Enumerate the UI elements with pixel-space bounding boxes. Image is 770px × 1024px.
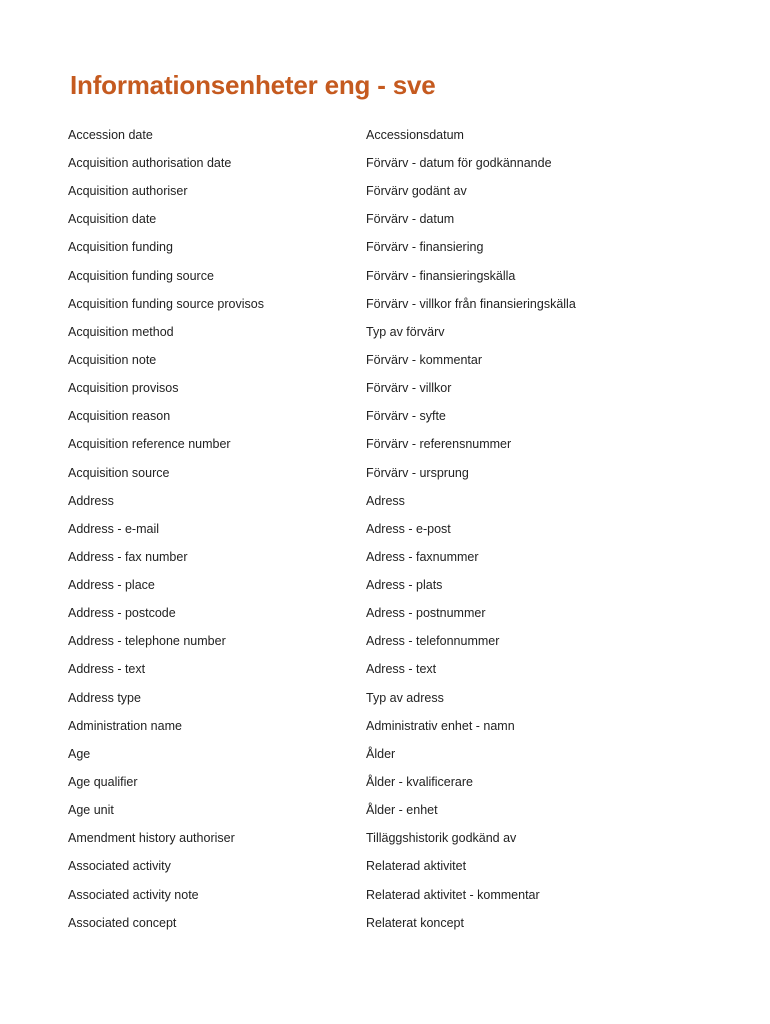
term-swedish: Adress - faxnummer [366, 549, 479, 564]
term-english: Address - e-mail [68, 521, 159, 536]
term-english: Acquisition authorisation date [68, 155, 232, 170]
term-english: Address - postcode [68, 606, 176, 621]
term-row [68, 712, 728, 740]
term-english: Acquisition note [68, 352, 157, 367]
term-swedish: Förvärv - datum [366, 212, 455, 227]
term-english: Acquisition authoriser [68, 184, 188, 199]
term-swedish: Ålder - enhet [366, 803, 438, 818]
term-row [68, 825, 728, 853]
term-row [68, 346, 728, 374]
term-swedish: Tilläggshistorik godkänd av [366, 831, 517, 846]
term-english: Age unit [68, 803, 114, 818]
page-title: Informationsenheter eng - sve [70, 70, 436, 100]
term-english: Age qualifier [68, 775, 138, 790]
term-english: Associated concept [68, 915, 177, 930]
term-swedish: Förvärv - kommentar [366, 352, 482, 367]
term-row [68, 628, 728, 656]
term-swedish: Adress - e-post [366, 521, 451, 536]
term-row [68, 487, 728, 515]
term-english: Address type [68, 690, 141, 705]
term-swedish: Adress - postnummer [366, 606, 486, 621]
term-row [68, 543, 728, 571]
term-swedish: Adress [366, 493, 405, 508]
term-row [68, 656, 728, 684]
term-english: Address - text [68, 662, 146, 677]
term-swedish: Förvärv - referensnummer [366, 437, 512, 452]
term-english: Administration name [68, 718, 182, 733]
term-english: Address - place [68, 578, 155, 593]
term-english: Associated activity note [68, 887, 199, 902]
term-row [68, 205, 728, 233]
term-english: Amendment history authoriser [68, 831, 235, 846]
term-swedish: Förvärv - villkor [366, 381, 452, 396]
term-swedish: Relaterad aktivitet [366, 859, 467, 874]
term-row [68, 599, 728, 627]
term-swedish: Förvärv - syfte [366, 409, 446, 424]
term-row [68, 768, 728, 796]
term-english: Acquisition method [68, 324, 174, 339]
term-row [68, 121, 728, 149]
term-english: Address - fax number [68, 549, 188, 564]
term-row [68, 571, 728, 599]
term-swedish: Ålder - kvalificerare [366, 775, 473, 790]
term-english: Acquisition provisos [68, 381, 179, 396]
term-row [68, 290, 728, 318]
term-swedish: Förvärv - villkor från finansieringskälla [366, 296, 576, 311]
term-row [68, 796, 728, 824]
term-swedish: Förvärv - ursprung [366, 465, 469, 480]
term-list [68, 121, 728, 937]
term-english: Address [68, 493, 114, 508]
term-swedish: Adress - text [366, 662, 437, 677]
term-row [68, 431, 728, 459]
term-row [68, 909, 728, 937]
term-english: Acquisition funding source provisos [68, 296, 264, 311]
term-swedish: Förvärv godänt av [366, 184, 467, 199]
term-row [68, 262, 728, 290]
term-swedish: Relaterad aktivitet - kommentar [366, 887, 540, 902]
term-row [68, 149, 728, 177]
term-english: Acquisition reason [68, 409, 171, 424]
term-swedish: Adress - telefonnummer [366, 634, 500, 649]
term-swedish: Typ av adress [366, 690, 444, 705]
term-swedish: Förvärv - datum för godkännande [366, 155, 552, 170]
term-row [68, 318, 728, 346]
term-row [68, 177, 728, 205]
term-row [68, 234, 728, 262]
term-swedish: Adress - plats [366, 578, 443, 593]
term-swedish: Förvärv - finansiering [366, 240, 484, 255]
term-row [68, 459, 728, 487]
term-row [68, 740, 728, 768]
term-row [68, 853, 728, 881]
term-english: Acquisition source [68, 465, 170, 480]
term-english: Associated activity [68, 859, 171, 874]
term-english: Acquisition date [68, 212, 157, 227]
term-english: Acquisition funding source [68, 268, 214, 283]
term-row [68, 881, 728, 909]
term-english: Acquisition reference number [68, 437, 231, 452]
term-english: Accession date [68, 127, 153, 142]
term-english: Acquisition funding [68, 240, 173, 255]
term-row [68, 684, 728, 712]
term-row [68, 402, 728, 430]
term-swedish: Relaterat koncept [366, 915, 464, 930]
term-swedish: Accessionsdatum [366, 127, 464, 142]
term-swedish: Ålder [366, 746, 396, 761]
term-row [68, 374, 728, 402]
term-english: Address - telephone number [68, 634, 226, 649]
term-swedish: Administrativ enhet - namn [366, 718, 515, 733]
term-swedish: Typ av förvärv [366, 324, 445, 339]
term-english: Age [68, 746, 91, 761]
term-row [68, 515, 728, 543]
term-swedish: Förvärv - finansieringskälla [366, 268, 516, 283]
